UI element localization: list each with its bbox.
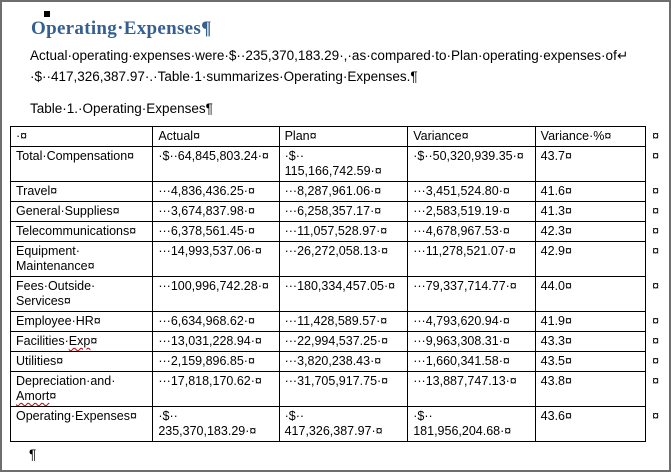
value-cell[interactable]: ···13,031,228.94·¤ <box>153 332 279 352</box>
value-cell[interactable]: ···3,820,238.43·¤ <box>279 352 408 372</box>
value-cell[interactable]: ·$·· 417,326,387.97·¤ <box>279 407 408 442</box>
table-row <box>11 182 669 202</box>
end-of-row-marker: ¤ <box>652 243 660 258</box>
value-cell[interactable]: ···9,963,308.31·¤ <box>408 332 535 352</box>
row-label-cell[interactable]: Telecommunications¤ <box>11 222 153 242</box>
table-header-row <box>11 127 669 147</box>
operating-expenses-table <box>10 126 669 442</box>
paragraph-line-1: Actual·operating·expenses·were·$··235,370,183.29·,·as·compared·to·Plan·operating·expenses·of↵ <box>30 48 629 63</box>
misspelled-word: Amort <box>16 389 50 403</box>
value-cell[interactable]: ···100,996,742.28·¤ <box>153 277 279 312</box>
table-row <box>11 372 669 407</box>
value-cell[interactable]: ···4,793,620.94·¤ <box>408 312 535 332</box>
value-cell[interactable]: 41.3¤ <box>535 202 645 222</box>
value-cell[interactable]: ···8,287,961.06·¤ <box>279 182 408 202</box>
value-cell[interactable]: ···180,334,457.05·¤ <box>279 277 408 312</box>
value-cell[interactable]: ···22,994,537.25·¤ <box>279 332 408 352</box>
column-header-3[interactable]: Variance¤ <box>408 127 535 147</box>
end-of-row-marker: ¤ <box>652 353 660 368</box>
column-header-2[interactable]: Plan¤ <box>279 127 408 147</box>
value-cell[interactable]: 43.8¤ <box>535 372 645 407</box>
row-label-cell[interactable]: Employee·HR¤ <box>11 312 153 332</box>
end-of-row-marker: ¤ <box>652 223 660 238</box>
value-cell[interactable]: 43.3¤ <box>535 332 645 352</box>
value-cell[interactable]: 43.5¤ <box>535 352 645 372</box>
row-label-cell[interactable]: Total·Compensation¤ <box>11 147 153 182</box>
value-cell[interactable]: ···2,583,519.19·¤ <box>408 202 535 222</box>
value-cell[interactable]: ·$··50,320,939.35·¤ <box>408 147 535 182</box>
table-row <box>11 407 669 442</box>
value-cell[interactable]: ·$·· 115,166,742.59·¤ <box>279 147 408 182</box>
row-label-cell[interactable]: Equipment· Maintenance¤ <box>11 242 153 277</box>
value-cell[interactable]: ·$·· 235,370,183.29·¤ <box>153 407 279 442</box>
value-cell[interactable]: 44.0¤ <box>535 277 645 312</box>
value-cell[interactable]: ·$··64,845,803.24·¤ <box>153 147 279 182</box>
row-label-cell[interactable]: Operating·Expenses¤ <box>11 407 153 442</box>
value-cell[interactable]: ···3,674,837.98·¤ <box>153 202 279 222</box>
value-cell[interactable]: ···11,428,589.57·¤ <box>279 312 408 332</box>
end-of-row-marker: ¤ <box>652 408 660 423</box>
row-label-cell[interactable]: Utilities¤ <box>11 352 153 372</box>
table-row <box>11 147 669 182</box>
closing-pilcrow[interactable]: ¶ <box>29 447 37 462</box>
value-cell[interactable]: 42.9¤ <box>535 242 645 277</box>
value-cell[interactable]: ···4,678,967.53·¤ <box>408 222 535 242</box>
value-cell[interactable]: ···26,272,058.13·¤ <box>279 242 408 277</box>
table-row <box>11 352 669 372</box>
table-row <box>11 242 669 277</box>
row-label-cell[interactable]: Facilities·Exp¤ <box>11 332 153 352</box>
value-cell[interactable]: ···31,705,917.75·¤ <box>279 372 408 407</box>
column-header-4[interactable]: Variance·%¤ <box>535 127 645 147</box>
end-of-row-marker: ¤ <box>652 313 660 328</box>
page-heading[interactable]: Operating·Expenses¶ <box>31 18 212 39</box>
value-cell[interactable]: ···13,887,747.13·¤ <box>408 372 535 407</box>
end-of-row-marker: ¤ <box>652 183 660 198</box>
table-row <box>11 312 669 332</box>
end-of-row-marker: ¤ <box>652 333 660 348</box>
table-row <box>11 277 669 312</box>
table-caption[interactable]: Table·1.·Operating·Expenses¶ <box>30 101 213 116</box>
value-cell[interactable]: 43.6¤ <box>535 407 645 442</box>
value-cell[interactable]: ···11,057,528.97·¤ <box>279 222 408 242</box>
value-cell[interactable]: ···79,337,714.77·¤ <box>408 277 535 312</box>
table-body <box>11 147 669 442</box>
table-row <box>11 332 669 352</box>
value-cell[interactable]: 43.7¤ <box>535 147 645 182</box>
column-header-0[interactable]: ·¤ <box>11 127 153 147</box>
end-of-row-marker: ¤ <box>652 373 660 388</box>
row-label-cell[interactable]: General·Supplies¤ <box>11 202 153 222</box>
end-of-row-marker: ¤ <box>652 128 660 143</box>
value-cell[interactable]: ···11,278,521.07·¤ <box>408 242 535 277</box>
column-header-1[interactable]: Actual¤ <box>153 127 279 147</box>
value-cell[interactable]: ···1,660,341.58·¤ <box>408 352 535 372</box>
end-of-row-marker: ¤ <box>652 278 660 293</box>
value-cell[interactable]: ···17,818,170.62·¤ <box>153 372 279 407</box>
value-cell[interactable]: 41.9¤ <box>535 312 645 332</box>
end-of-row-marker: ¤ <box>652 148 660 163</box>
value-cell[interactable]: 42.3¤ <box>535 222 645 242</box>
value-cell[interactable]: ···6,378,561.45·¤ <box>153 222 279 242</box>
row-label-cell[interactable]: Depreciation·and· Amort¤ <box>11 372 153 407</box>
intro-paragraph[interactable] <box>30 45 628 87</box>
row-label-cell[interactable]: Fees·Outside· Services¤ <box>11 277 153 312</box>
paragraph-line-2: ·$··417,326,387.97·.·Table·1·summarizes·Operating·Expenses.¶ <box>30 69 418 84</box>
value-cell[interactable]: ···6,634,968.62·¤ <box>153 312 279 332</box>
value-cell[interactable]: ···4,836,436.25·¤ <box>153 182 279 202</box>
value-cell[interactable]: ···6,258,357.17·¤ <box>279 202 408 222</box>
table-row <box>11 202 669 222</box>
value-cell[interactable]: ···3,451,524.80·¤ <box>408 182 535 202</box>
black-square-formatting-marker <box>44 11 50 17</box>
value-cell[interactable]: ···2,159,896.85·¤ <box>153 352 279 372</box>
table-row <box>11 222 669 242</box>
value-cell[interactable]: ·$·· 181,956,204.68·¤ <box>408 407 535 442</box>
value-cell[interactable]: 41.6¤ <box>535 182 645 202</box>
end-of-row-marker: ¤ <box>652 203 660 218</box>
misspelled-word: Exp <box>68 334 91 348</box>
row-label-cell[interactable]: Travel¤ <box>11 182 153 202</box>
value-cell[interactable]: ···14,993,537.06·¤ <box>153 242 279 277</box>
